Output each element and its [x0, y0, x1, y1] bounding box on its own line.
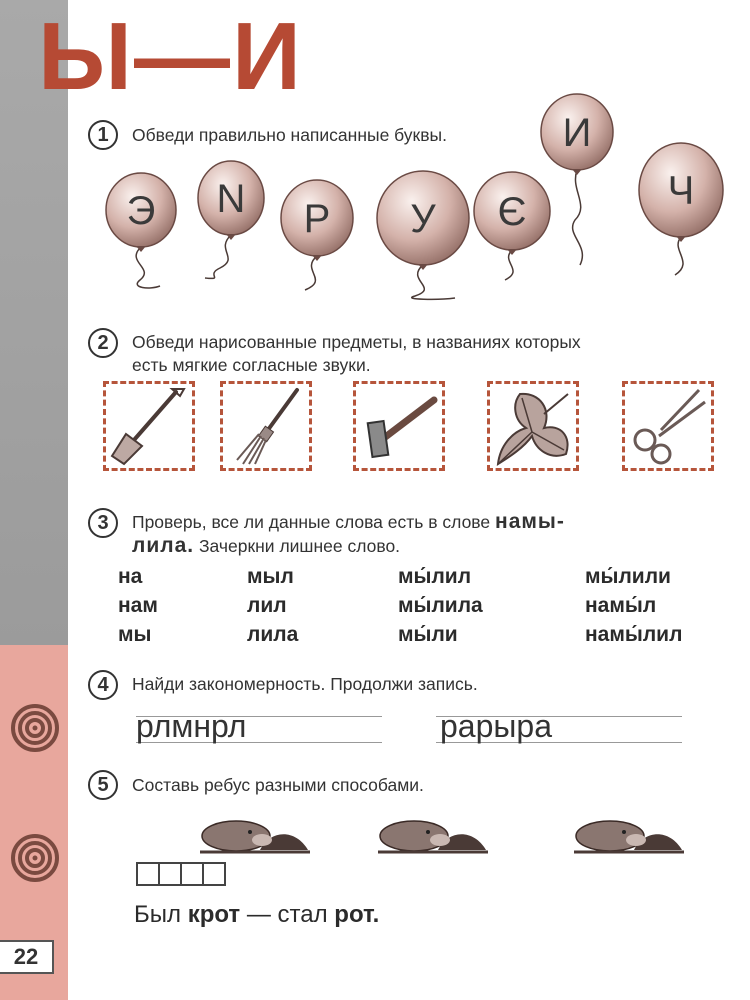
- shovel-icon: [106, 384, 192, 468]
- sequence-2[interactable]: рарыра: [440, 708, 552, 744]
- word[interactable]: мы́лил: [398, 565, 472, 588]
- balloons-illustration: [0, 0, 750, 320]
- rebus-answer: [134, 901, 379, 929]
- task-2-text-line2: есть мягкие согласные звуки.: [132, 355, 371, 375]
- word-column: [398, 562, 483, 649]
- balloon-letter: Р: [303, 197, 331, 241]
- task-3-keyword: намы-: [495, 510, 565, 533]
- task-4-number: 4: [88, 670, 118, 700]
- task-3-keyword-end: лила.: [132, 534, 195, 557]
- picture-box-brush[interactable]: [220, 381, 312, 471]
- picture-box-hammer[interactable]: [353, 381, 445, 471]
- mole-icon: [200, 810, 310, 855]
- spiral-icon: [10, 703, 60, 753]
- word[interactable]: намы́л: [585, 594, 657, 617]
- word-column: [585, 562, 682, 649]
- balloon-letter: Э: [126, 189, 156, 233]
- rebus-cell[interactable]: [136, 862, 160, 886]
- balloon-letter: Ч: [667, 169, 695, 213]
- rebus-cell[interactable]: [158, 862, 182, 886]
- task-5-text: Составь ребус разными способами.: [132, 775, 424, 795]
- leaf-icon: [490, 384, 576, 468]
- word[interactable]: на: [118, 565, 143, 588]
- rebus-answer-mid: — стал: [246, 901, 328, 928]
- picture-box-leaf[interactable]: [487, 381, 579, 471]
- rebus-word-krot: крот: [187, 901, 241, 928]
- brush-icon: [223, 384, 309, 468]
- rebus-cell[interactable]: [202, 862, 226, 886]
- picture-box-shovel[interactable]: [103, 381, 195, 471]
- rebus-cell[interactable]: [180, 862, 204, 886]
- word[interactable]: мы́лила: [398, 594, 483, 617]
- word[interactable]: мыл: [247, 565, 294, 588]
- word-column: [118, 562, 158, 649]
- word-column: [247, 562, 298, 649]
- task-3-text-rest: Зачеркни лишнее слово.: [198, 536, 401, 556]
- task-2-text: [132, 331, 581, 377]
- task-2-number: 2: [88, 328, 118, 358]
- balloon-letter: N: [216, 177, 246, 221]
- picture-box-scissors[interactable]: [622, 381, 714, 471]
- rebus-cells[interactable]: [136, 862, 224, 886]
- word[interactable]: лила: [247, 623, 299, 646]
- word[interactable]: намы́лил: [585, 623, 683, 646]
- balloon-letter: У: [410, 197, 436, 241]
- page-title: Ы—И: [38, 3, 303, 110]
- rebus-answer-start: Был: [134, 901, 182, 928]
- word[interactable]: лил: [247, 594, 287, 617]
- page-number: 22: [0, 940, 54, 974]
- task-3-text-start: Проверь, все ли данные слова есть в слове: [132, 512, 491, 532]
- balloon-letter: Є: [497, 190, 527, 234]
- rebus-word-rot: рот.: [334, 901, 380, 928]
- sequence-1[interactable]: рлмнрл: [136, 708, 247, 744]
- balloon-letter: И: [562, 111, 592, 155]
- task-1-text: Обведи правильно написанные буквы.: [132, 125, 447, 145]
- word[interactable]: мы: [118, 623, 152, 646]
- task-1-number: 1: [88, 120, 118, 150]
- hammer-icon: [356, 384, 442, 468]
- word[interactable]: мы́лили: [585, 565, 671, 588]
- task-4-text: Найди закономерность. Продолжи запись.: [132, 674, 478, 694]
- word[interactable]: нам: [118, 594, 158, 617]
- task-5-number: 5: [88, 770, 118, 800]
- mole-icon: [378, 810, 488, 855]
- task-2-text-line1: Обведи нарисованные предметы, в названиях которых: [132, 332, 581, 352]
- spiral-icon: [10, 833, 60, 883]
- task-3-text: [132, 510, 737, 558]
- word[interactable]: мы́ли: [398, 623, 458, 646]
- mole-icon: [574, 810, 684, 855]
- task-3-number: 3: [88, 508, 118, 538]
- scissors-icon: [625, 384, 711, 468]
